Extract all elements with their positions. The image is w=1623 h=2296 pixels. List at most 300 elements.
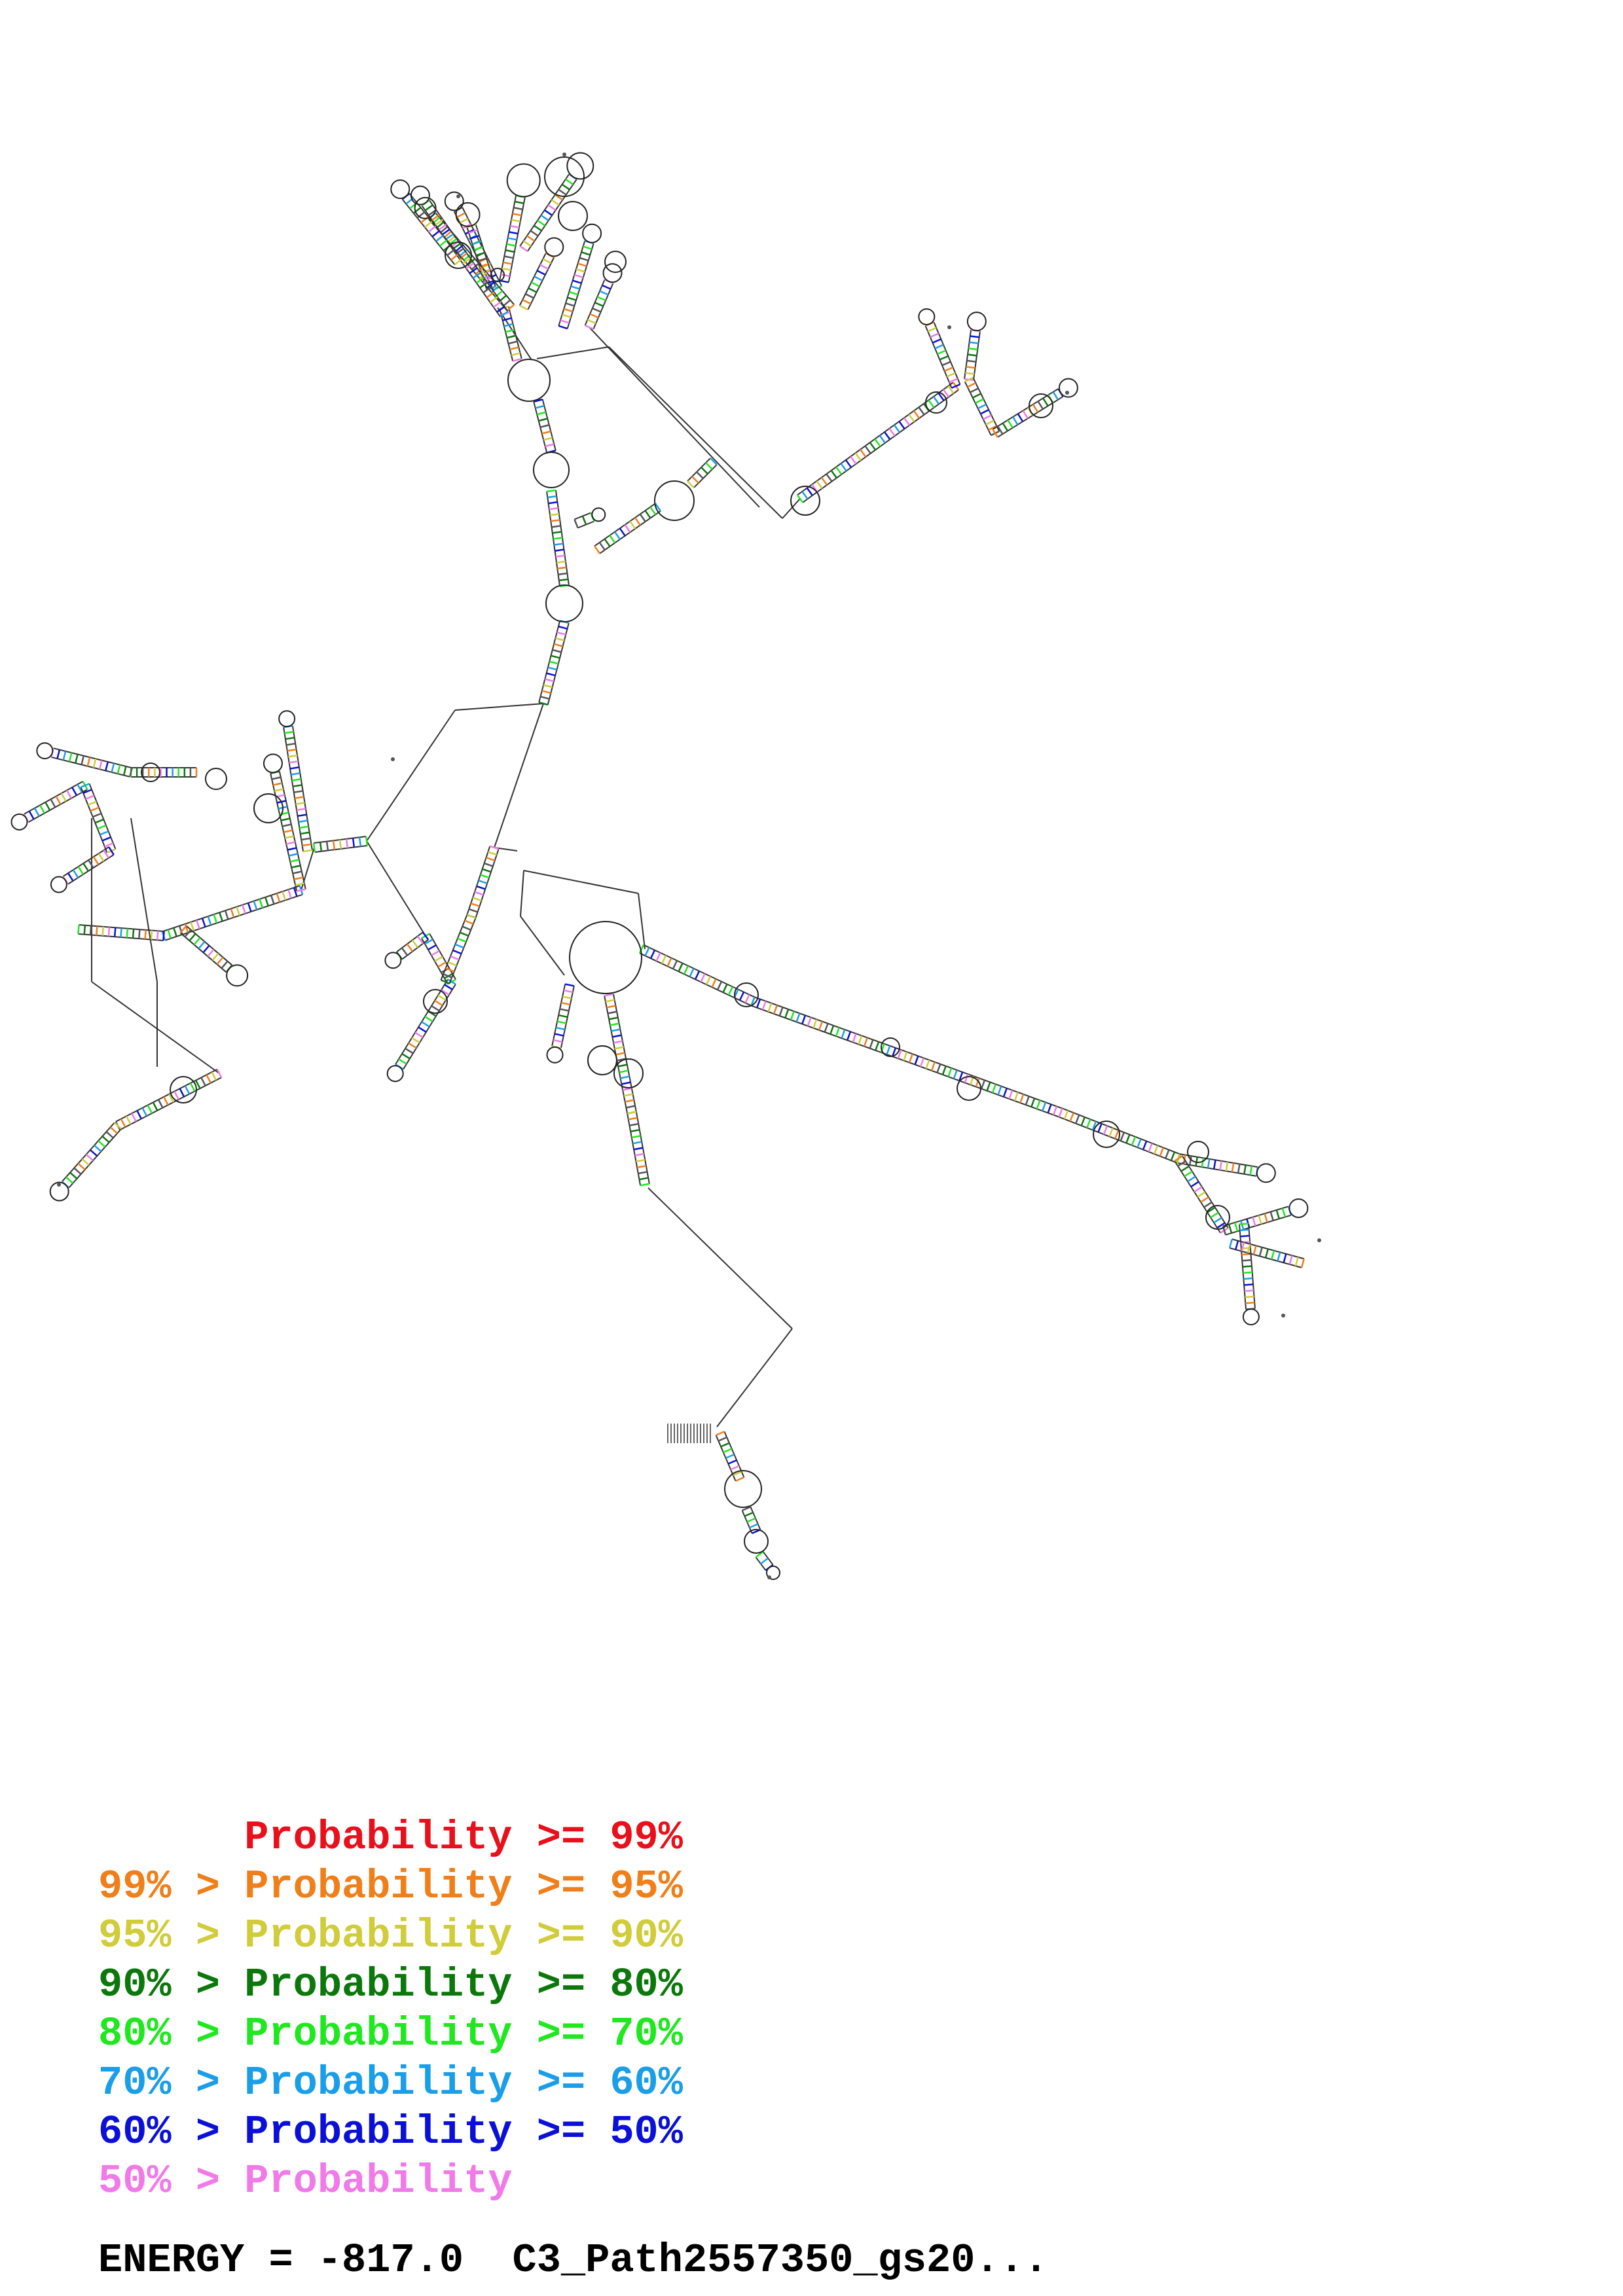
base-pair	[290, 767, 299, 768]
base-pair	[673, 961, 677, 969]
backbone-link	[92, 982, 219, 1073]
base-pair	[554, 644, 563, 646]
base-pair	[1003, 423, 1008, 431]
base-pair	[72, 787, 77, 795]
base-pair	[629, 1118, 638, 1120]
stem-strand	[293, 726, 312, 850]
base-pair	[973, 394, 981, 398]
base-pair	[639, 1178, 648, 1180]
base-pair	[1171, 1152, 1175, 1160]
base-pair	[1220, 1161, 1221, 1170]
base-pair	[858, 1035, 862, 1044]
base-pair	[623, 1088, 632, 1090]
base-pair	[1154, 1145, 1158, 1154]
loop	[1289, 1199, 1307, 1217]
base-pair	[297, 809, 306, 810]
base-pair	[527, 236, 535, 241]
base-pair	[40, 805, 45, 813]
legend-prefix: 60% >	[98, 2109, 221, 2155]
base-pair	[1265, 1213, 1267, 1222]
legend-label: Probability	[244, 2109, 513, 2155]
base-pair	[608, 1012, 617, 1014]
base-pair	[619, 1071, 629, 1073]
base-pair	[558, 190, 566, 195]
base-pair	[1244, 1284, 1253, 1285]
base-pair	[288, 755, 297, 757]
base-pair	[286, 744, 295, 745]
base-pair	[1277, 1210, 1279, 1219]
base-pair	[283, 891, 285, 900]
stem-strand	[28, 789, 87, 822]
base-pair	[551, 200, 559, 205]
base-pair	[943, 1066, 946, 1075]
base-pair	[435, 1001, 443, 1005]
base-pair	[51, 799, 56, 807]
base-pair	[701, 467, 708, 474]
base-pair	[467, 914, 476, 918]
base-pair	[954, 1070, 957, 1079]
base-pair	[106, 1132, 113, 1138]
base-pair	[638, 1172, 647, 1174]
base-pair	[926, 1060, 930, 1069]
base-pair	[285, 836, 294, 838]
base-pair	[45, 802, 50, 810]
base-pair	[987, 1082, 991, 1090]
base-pair	[510, 226, 519, 228]
base-pair	[484, 863, 493, 866]
base-pair	[921, 1058, 924, 1066]
loop	[415, 198, 436, 219]
base-pair	[558, 573, 568, 575]
loop	[545, 238, 563, 256]
legend-row	[98, 2009, 683, 2058]
backbone-link	[455, 704, 543, 710]
base-pair	[431, 951, 439, 956]
base-pair	[1026, 1096, 1029, 1105]
base-pair	[1043, 398, 1048, 406]
base-pair	[597, 296, 606, 300]
terminal-base	[1317, 1238, 1321, 1242]
loop	[411, 187, 429, 205]
base-pair	[1244, 1165, 1245, 1174]
base-pair	[260, 899, 263, 908]
base-pair	[231, 908, 234, 917]
loop	[456, 203, 480, 226]
base-pair	[522, 300, 531, 304]
loop	[445, 192, 464, 210]
base-pair	[556, 562, 566, 563]
base-pair	[909, 414, 914, 422]
base-pair	[1121, 1132, 1124, 1141]
base-pair	[83, 863, 88, 871]
base-pair	[549, 508, 558, 509]
base-pair	[294, 791, 303, 792]
base-pair	[502, 268, 511, 270]
base-pair	[560, 320, 569, 323]
loop	[264, 754, 282, 772]
base-pair	[58, 750, 60, 759]
base-pair	[870, 1040, 873, 1049]
base-pair	[248, 903, 251, 912]
base-pair	[568, 298, 576, 300]
base-pair	[538, 221, 545, 226]
legend-row	[98, 2157, 683, 2206]
base-pair	[679, 963, 683, 972]
base-pair	[571, 286, 579, 289]
base-pair	[121, 1119, 125, 1127]
base-pair	[576, 269, 585, 272]
base-pair	[88, 802, 96, 805]
base-pair	[105, 762, 107, 771]
base-pair	[557, 632, 566, 634]
base-pair	[285, 738, 295, 739]
base-pair	[736, 1477, 744, 1481]
base-pair	[455, 944, 464, 948]
base-pair	[314, 843, 315, 852]
base-pair	[970, 388, 979, 392]
base-pair	[625, 1100, 634, 1102]
base-pair	[294, 877, 303, 879]
backbone-link	[131, 818, 157, 982]
base-pair	[585, 325, 594, 329]
base-pair	[528, 288, 537, 292]
base-pair	[541, 215, 549, 221]
base-pair	[716, 1431, 725, 1435]
base-pair	[646, 948, 649, 956]
base-pair	[287, 749, 297, 751]
base-pair	[668, 958, 672, 967]
base-pair	[915, 1056, 919, 1064]
base-pair	[90, 925, 91, 935]
base-pair	[540, 425, 549, 427]
base-pair	[569, 292, 577, 295]
base-pair	[640, 514, 646, 522]
base-pair	[212, 954, 218, 961]
base-pair	[1031, 1098, 1034, 1107]
base-pair	[615, 1047, 624, 1049]
base-pair	[1087, 1119, 1090, 1128]
base-pair	[578, 264, 587, 266]
base-pair	[808, 1017, 811, 1026]
base-pair	[295, 797, 304, 798]
base-pair	[968, 383, 976, 387]
base-pair	[976, 399, 984, 403]
base-pair	[651, 950, 655, 959]
base-pair	[1053, 392, 1058, 400]
base-pair	[301, 833, 310, 834]
base-pair	[847, 1031, 850, 1040]
base-pair	[74, 1168, 81, 1174]
base-pair	[718, 1437, 727, 1441]
base-pair	[425, 221, 432, 227]
backbone-link	[717, 1329, 792, 1427]
base-pair	[303, 850, 312, 852]
base-pair	[1009, 1090, 1012, 1099]
base-pair	[539, 419, 548, 421]
base-pair	[968, 348, 977, 350]
base-pair	[168, 929, 171, 938]
loop	[583, 224, 601, 243]
base-pair	[333, 840, 335, 850]
base-pair	[607, 1006, 616, 1008]
base-pair	[208, 950, 213, 957]
base-pair	[1241, 1242, 1244, 1251]
base-pair	[1277, 1252, 1280, 1261]
base-pair	[553, 531, 562, 533]
base-pair	[574, 275, 583, 278]
base-pair	[1038, 401, 1043, 409]
base-pair	[942, 362, 951, 365]
base-pair	[507, 336, 516, 338]
base-pair	[423, 932, 428, 939]
base-pair	[616, 1053, 625, 1055]
base-pair	[552, 526, 561, 527]
base-pair	[970, 342, 979, 344]
base-pair	[746, 995, 750, 1003]
base-pair	[542, 691, 551, 692]
base-pair	[1259, 1215, 1262, 1224]
legend-label: Probability	[244, 2011, 513, 2057]
base-pair	[88, 757, 90, 766]
base-pair	[353, 838, 354, 848]
base-pair	[79, 867, 84, 874]
stem-strand	[402, 940, 428, 960]
backbone-link	[520, 916, 564, 975]
base-pair	[627, 1112, 636, 1114]
base-pair	[431, 1006, 439, 1011]
terminal-base	[562, 152, 566, 156]
base-pair	[864, 1037, 867, 1046]
base-pair	[556, 1028, 565, 1030]
loop	[881, 1038, 900, 1056]
base-pair	[610, 1024, 619, 1026]
base-pair	[412, 1038, 420, 1043]
energy-value: ENERGY = -817.0	[98, 2237, 464, 2284]
base-pair	[919, 407, 924, 414]
base-pair	[744, 1513, 753, 1516]
base-pair	[625, 525, 630, 532]
base-pair	[1242, 1260, 1251, 1261]
base-pair	[532, 282, 540, 286]
base-pair	[889, 429, 894, 436]
loop	[744, 1530, 768, 1553]
base-pair	[201, 1077, 205, 1085]
base-pair	[813, 1020, 816, 1028]
base-pair	[132, 1113, 136, 1121]
base-pair	[133, 929, 134, 938]
base-pair	[445, 984, 452, 989]
base-pair	[1230, 1239, 1232, 1248]
base-pair	[604, 539, 610, 546]
base-pair	[637, 1166, 646, 1168]
base-pair	[802, 1015, 805, 1024]
base-pair	[296, 803, 305, 804]
base-pair	[600, 291, 608, 295]
base-pair	[78, 1164, 84, 1170]
base-pair	[807, 488, 812, 495]
base-pair	[481, 875, 489, 878]
base-pair	[124, 766, 126, 776]
base-pair	[180, 1088, 184, 1096]
base-pair	[899, 422, 904, 429]
base-pair	[564, 990, 573, 992]
base-pair	[221, 961, 227, 969]
base-pair	[285, 732, 294, 733]
base-pair	[558, 1015, 568, 1017]
loop	[545, 157, 584, 196]
base-pair	[830, 1026, 833, 1034]
base-pair	[761, 1558, 768, 1564]
base-pair	[208, 916, 211, 925]
loop	[1059, 379, 1078, 397]
base-pair	[98, 825, 106, 829]
base-pair	[346, 839, 348, 848]
base-pair	[640, 1184, 649, 1186]
legend-prefix: 99% >	[98, 1863, 221, 1910]
base-pair	[797, 1013, 800, 1022]
base-pair	[728, 1460, 737, 1464]
base-pair	[939, 356, 948, 359]
base-pair	[96, 926, 97, 935]
base-pair	[293, 871, 302, 873]
legend-label: Probability	[244, 2060, 513, 2106]
base-pair	[402, 1054, 410, 1058]
base-pair	[297, 889, 306, 891]
loop	[170, 1077, 196, 1103]
loop	[279, 711, 295, 726]
base-pair	[475, 892, 483, 895]
base-pair	[1241, 1221, 1243, 1229]
base-pair	[723, 984, 727, 993]
base-pair	[547, 490, 556, 492]
base-pair	[479, 880, 487, 883]
base-pair	[928, 328, 936, 331]
base-pair	[120, 928, 121, 937]
loop	[919, 309, 934, 325]
legend-row	[98, 1862, 683, 1911]
base-pair	[856, 453, 861, 460]
loop	[227, 965, 247, 986]
loop	[141, 763, 160, 781]
base-pair	[636, 1160, 645, 1162]
base-pair	[100, 761, 101, 770]
base-pair	[750, 1524, 758, 1528]
base-pair	[846, 460, 851, 467]
base-pair	[1076, 1115, 1079, 1123]
base-pair	[1296, 1257, 1298, 1266]
base-pair	[556, 556, 565, 557]
base-pair	[298, 815, 307, 816]
base-pair	[405, 1049, 413, 1053]
base-pair	[562, 997, 572, 999]
stem-strand	[1063, 1108, 1180, 1154]
base-pair	[1018, 414, 1023, 422]
base-pair	[534, 226, 542, 231]
base-pair	[740, 992, 744, 1001]
loop	[588, 1046, 617, 1075]
loop	[605, 251, 626, 272]
base-pair	[1254, 1246, 1256, 1255]
base-pair	[610, 535, 615, 543]
base-pair	[865, 446, 870, 453]
base-pair	[718, 982, 721, 990]
base-pair	[272, 777, 281, 779]
base-pair	[884, 432, 890, 439]
base-pair	[593, 308, 601, 312]
base-pair	[604, 994, 613, 996]
base-pair	[526, 294, 534, 298]
base-pair	[557, 567, 566, 569]
base-pair	[583, 516, 586, 525]
base-pair	[198, 942, 204, 949]
base-pair	[137, 1111, 141, 1119]
base-pair	[914, 411, 919, 418]
base-pair	[447, 249, 454, 255]
base-pair	[438, 962, 446, 967]
base-pair	[290, 859, 299, 861]
base-pair	[545, 444, 555, 446]
base-pair	[407, 944, 412, 951]
base-pair	[524, 241, 532, 246]
base-pair	[712, 979, 716, 988]
base-pair	[590, 314, 598, 318]
base-pair	[93, 814, 101, 817]
base-pair	[359, 837, 361, 846]
base-pair	[62, 793, 66, 801]
backbone-link	[524, 870, 638, 893]
base-pair	[1143, 1141, 1146, 1149]
base-pair	[301, 838, 310, 840]
probability-legend	[98, 1813, 683, 2206]
base-pair	[509, 342, 518, 344]
terminal-base	[456, 194, 460, 198]
base-pair	[415, 1033, 423, 1037]
legend-prefix: 50% >	[98, 2158, 221, 2204]
base-pair	[102, 1136, 109, 1142]
base-pair	[67, 791, 71, 798]
base-pair	[1250, 1166, 1252, 1175]
base-pair	[560, 1009, 569, 1011]
base-pair	[731, 1466, 739, 1470]
base-pair	[203, 946, 209, 953]
base-pair	[626, 1106, 635, 1108]
terminal-base	[391, 757, 395, 761]
base-pair	[436, 236, 443, 242]
base-pair	[451, 254, 458, 260]
base-pair	[836, 1028, 839, 1036]
base-pair	[930, 334, 939, 337]
base-pair	[1137, 1139, 1140, 1147]
base-pair	[1126, 1134, 1129, 1143]
base-pair	[1037, 1100, 1040, 1109]
base-pair	[632, 1136, 641, 1138]
base-pair	[937, 1064, 940, 1073]
terminal-base	[767, 1575, 771, 1579]
base-pair	[217, 958, 223, 965]
base-pair	[143, 1108, 147, 1116]
base-pair	[615, 532, 620, 539]
base-pair	[553, 650, 562, 652]
base-pair	[630, 1130, 640, 1132]
base-pair	[504, 324, 513, 326]
base-pair	[785, 1009, 788, 1018]
base-pair	[726, 1454, 735, 1458]
base-pair	[934, 397, 939, 404]
base-pair	[99, 853, 104, 861]
base-pair	[602, 285, 611, 289]
base-pair	[399, 1059, 407, 1064]
base-pair	[932, 1062, 935, 1071]
